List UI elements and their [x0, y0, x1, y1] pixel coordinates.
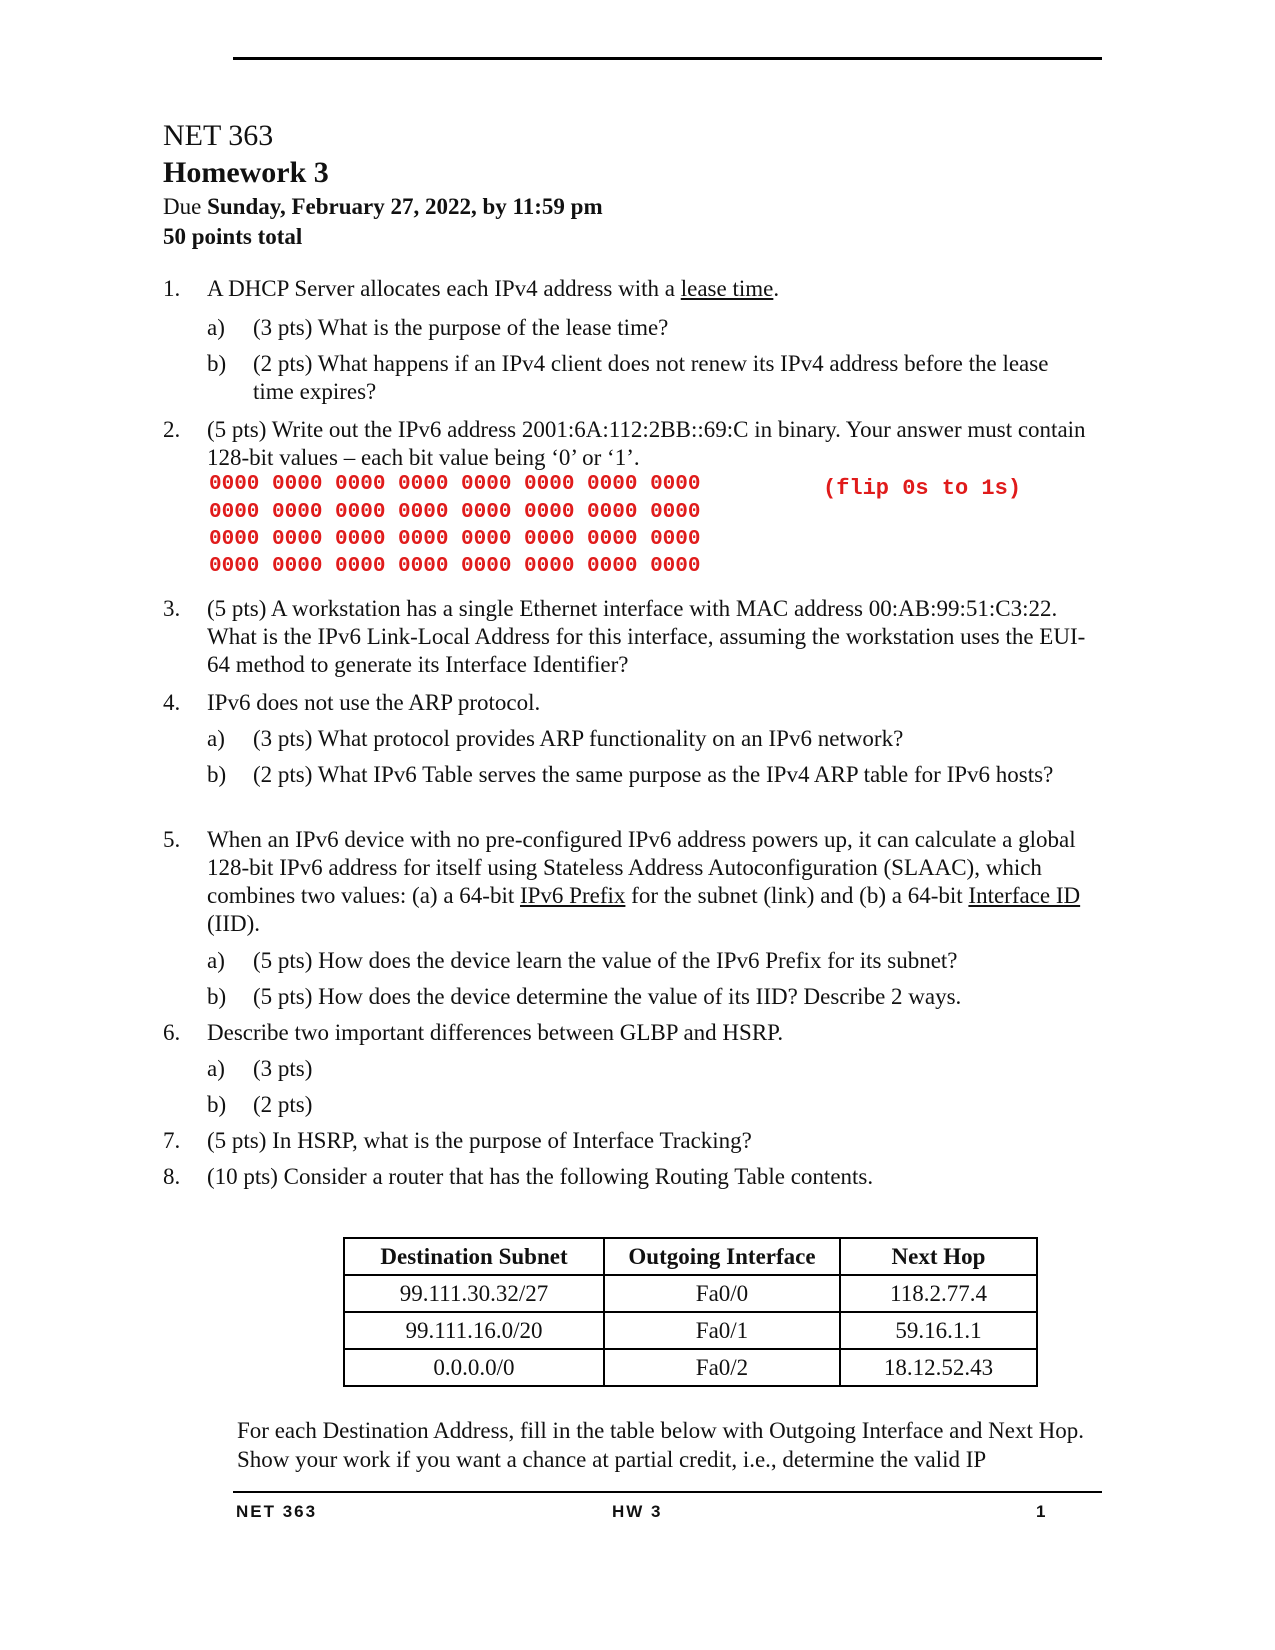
column-header: Destination Subnet — [344, 1238, 604, 1275]
table-cell: 99.111.30.32/27 — [344, 1275, 604, 1312]
question-text: (5 pts) Write out the IPv6 address 2001:6A:112:2BB::69:C in binary. Your answer must contain 128-bit values – each bit value being ‘0’ or ‘1’. — [207, 417, 1086, 470]
ipv6-prefix-term: IPv6 Prefix — [519, 883, 626, 908]
subquestion-text: (3 pts) — [253, 1056, 313, 1081]
subquestion-label: a) — [207, 315, 225, 340]
subquestion-text: (2 pts) What IPv6 Table serves the same purpose as the IPv4 ARP table for IPv6 hosts? — [253, 762, 1054, 787]
question-number: 2. — [163, 417, 181, 442]
subquestion-label: b) — [207, 1092, 227, 1117]
question-number: 6. — [163, 1020, 181, 1045]
subquestion-text: (3 pts) What is the purpose of the lease time? — [253, 315, 669, 340]
table-cell: Fa0/1 — [604, 1312, 840, 1349]
subquestion-label: a) — [207, 1056, 225, 1081]
table-row — [344, 1349, 1037, 1386]
top-rule — [233, 57, 1102, 60]
subquestion-label: b) — [207, 762, 227, 787]
binary-answer-row[interactable]: 0000 0000 0000 0000 0000 0000 0000 0000 — [209, 501, 701, 524]
subquestion-text: (2 pts) What happens if an IPv4 client does not renew its IPv4 address before the lease time expires? — [253, 351, 1049, 404]
question-text: IPv6 does not use the ARP protocol. — [207, 690, 541, 715]
table-row — [344, 1312, 1037, 1349]
binary-answer-row[interactable]: 0000 0000 0000 0000 0000 0000 0000 0000 — [209, 528, 701, 551]
course-code: NET 363 — [163, 119, 274, 152]
subquestion-label: b) — [207, 351, 227, 376]
due-prefix: Due — [163, 194, 208, 219]
binary-hint: (flip 0s to 1s) — [823, 476, 1022, 501]
assignment-title: Homework 3 — [163, 156, 329, 189]
document-header — [163, 118, 603, 252]
question-number: 7. — [163, 1128, 181, 1153]
table-cell: 0.0.0.0/0 — [344, 1349, 604, 1386]
page-number: 1 — [1036, 1502, 1048, 1521]
question-number: 5. — [163, 827, 181, 852]
question-number: 4. — [163, 690, 181, 715]
table-row — [344, 1275, 1037, 1312]
subquestion-text: (3 pts) What protocol provides ARP functionality on an IPv6 network? — [253, 726, 904, 751]
subquestion-label: b) — [207, 984, 227, 1009]
routing-table — [343, 1237, 1038, 1387]
table-header-row — [344, 1238, 1037, 1275]
question-text: (5 pts) A workstation has a single Ethernet interface with MAC address 00:AB:99:51:C3:22. What is the IPv6 Link-Local Address for this interface, assuming the workstation uses the EUI-64 method to generate its Interface Identifier? — [207, 596, 1086, 677]
table-cell: 18.12.52.43 — [840, 1349, 1037, 1386]
column-header: Next Hop — [840, 1238, 1037, 1275]
question-text: (10 pts) Consider a router that has the following Routing Table contents. — [207, 1164, 874, 1189]
subquestion-text: (2 pts) — [253, 1092, 313, 1117]
column-header: Outgoing Interface — [604, 1238, 840, 1275]
subquestion-label: a) — [207, 948, 225, 973]
interface-id-term: Interface ID — [968, 883, 1081, 908]
table-cell: 118.2.77.4 — [840, 1275, 1037, 1312]
footer-course: NET 363 — [236, 1502, 318, 1521]
subquestion-text: (5 pts) How does the device determine the value of its IID? Describe 2 ways. — [253, 984, 962, 1009]
question-number: 3. — [163, 596, 181, 621]
table-cell: Fa0/0 — [604, 1275, 840, 1312]
question-number: 8. — [163, 1164, 181, 1189]
points-total: 50 points total — [163, 224, 303, 249]
question-text: Describe two important differences between GLBP and HSRP. — [207, 1020, 784, 1045]
question-number: 1. — [163, 276, 181, 301]
instructions-paragraph: For each Destination Address, fill in the table below with Outgoing Interface and Next Hop. Show your work if you want a chance at partial credit, i.e., determine the valid IP — [237, 1418, 1084, 1472]
footer-rule — [233, 1491, 1102, 1493]
table-cell: 99.111.16.0/20 — [344, 1312, 604, 1349]
subquestion-text: (5 pts) How does the device learn the value of the IPv6 Prefix for its subnet? — [253, 948, 958, 973]
question-text: When an IPv6 device with no pre-configured IPv6 address powers up, it can calculate a global 128-bit IPv6 address for itself using Stateless Address Autoconfiguration (SLAAC), which combines two values: (a) a 64-bit IPv6 Prefix for the subnet (link) and (b) a 64-bit Interface ID (IID). — [207, 827, 1081, 936]
due-line — [163, 192, 603, 222]
question-text: A DHCP Server allocates each IPv4 address with a lease time. — [207, 276, 780, 301]
table-cell: Fa0/2 — [604, 1349, 840, 1386]
table-cell: 59.16.1.1 — [840, 1312, 1037, 1349]
subquestion-label: a) — [207, 726, 225, 751]
question-text: (5 pts) In HSRP, what is the purpose of Interface Tracking? — [207, 1128, 752, 1153]
binary-answer-row[interactable]: 0000 0000 0000 0000 0000 0000 0000 0000 — [209, 473, 701, 496]
binary-answer-row[interactable]: 0000 0000 0000 0000 0000 0000 0000 0000 — [209, 555, 701, 578]
due-date: Sunday, February 27, 2022, by 11:59 pm — [207, 194, 603, 219]
footer-assignment: HW 3 — [612, 1502, 663, 1521]
